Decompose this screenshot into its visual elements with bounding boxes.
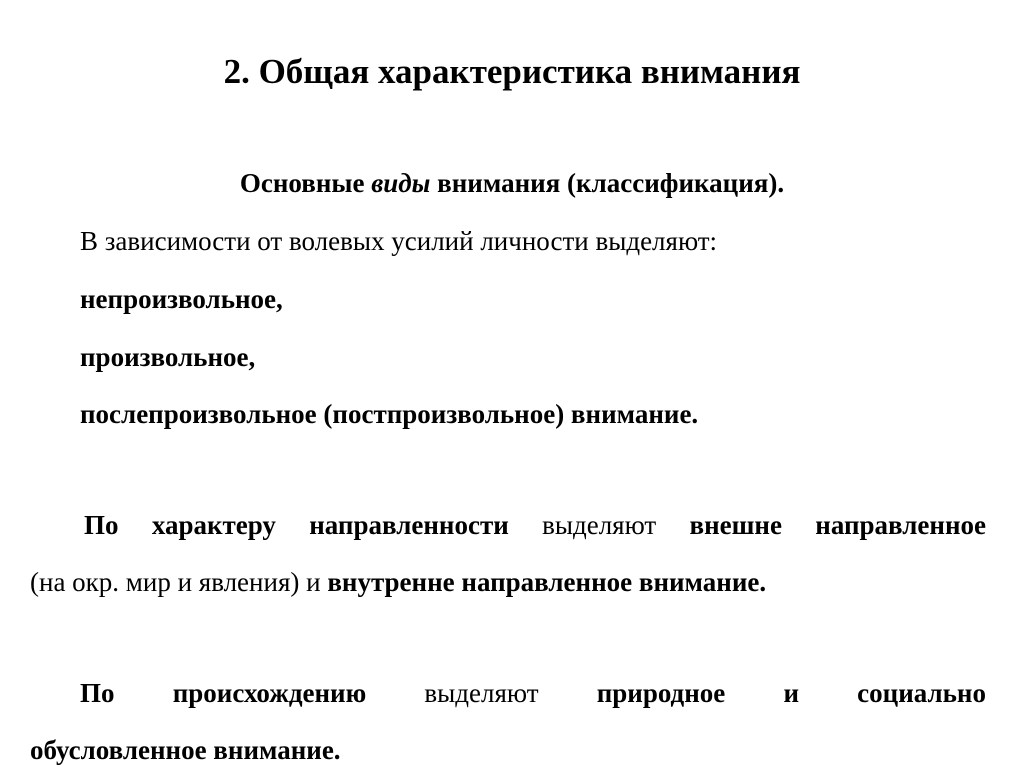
heading-part-2: внимания (классификация).: [437, 168, 785, 198]
direction-paragraph-line-2: [30, 569, 766, 596]
intro-text: В зависимости от волевых усилий личности выделяют:: [80, 226, 718, 256]
type-voluntary: произвольное,: [80, 342, 256, 372]
origin-word: выделяют: [424, 678, 539, 708]
direction-word: направленности: [309, 510, 509, 540]
heading-part-1: Основные: [239, 168, 365, 198]
type-post-voluntary: послепроизвольное (постпроизвольное) внимание.: [80, 399, 699, 429]
direction-word: направленное: [815, 510, 986, 540]
origin-word: По: [80, 678, 115, 708]
direction-regular-text: (на окр. мир и явления) и: [30, 567, 321, 597]
origin-word: социально: [857, 678, 986, 708]
origin-word: природное: [596, 678, 726, 708]
origin-paragraph-line-1: [80, 680, 986, 707]
origin-paragraph-line-2: обусловленное внимание.: [30, 735, 341, 765]
type-involuntary: непроизвольное,: [80, 284, 283, 314]
origin-word: происхождению: [172, 678, 367, 708]
origin-word: и: [783, 678, 799, 708]
slide-title: 2. Общая характеристика внимания: [223, 52, 801, 91]
direction-word: По: [84, 510, 119, 540]
direction-bold-text: внутренне направленное внимание.: [327, 567, 767, 597]
direction-word: выделяют: [542, 510, 657, 540]
direction-paragraph-line-1: [84, 512, 986, 539]
classification-heading: [0, 170, 1024, 197]
direction-word: внешне: [689, 510, 782, 540]
heading-italic-word: виды: [371, 168, 431, 198]
direction-word: характеру: [151, 510, 276, 540]
